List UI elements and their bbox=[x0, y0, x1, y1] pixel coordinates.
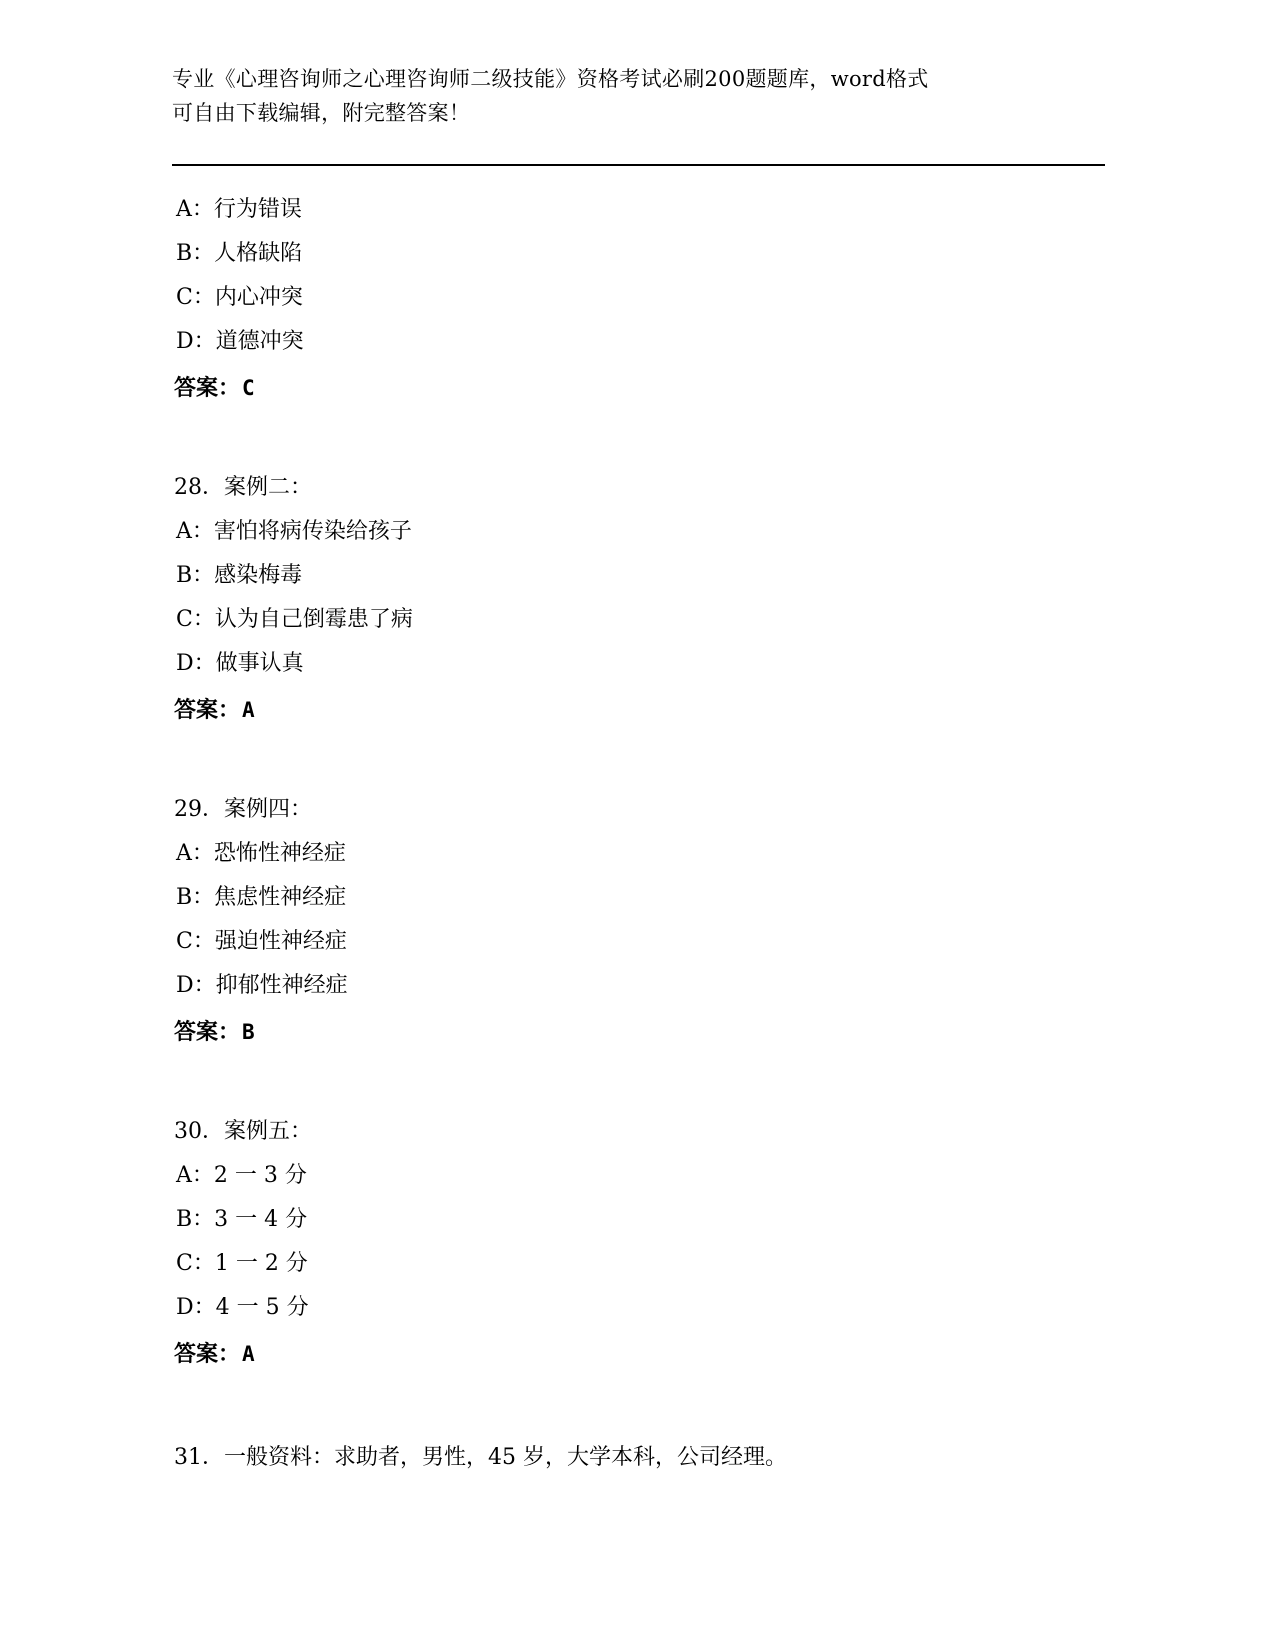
option-d: D：4 一 5 分 bbox=[176, 1295, 309, 1320]
answer-row bbox=[172, 1332, 1105, 1376]
option-c: C：内心冲突 bbox=[176, 285, 303, 310]
answer-value: C bbox=[242, 376, 255, 400]
question-stem: 29．案例四： bbox=[174, 797, 312, 822]
option-b: B：人格缺陷 bbox=[176, 241, 303, 266]
answer-value: A bbox=[242, 1342, 255, 1366]
option-a: A：行为错误 bbox=[176, 197, 302, 222]
header-text-part2: 题题库， bbox=[745, 67, 831, 91]
option-d: D：做事认真 bbox=[176, 651, 304, 676]
header-subline: 可自由下载编辑，附完整答案！ bbox=[172, 101, 471, 125]
questions-container bbox=[172, 188, 1105, 1480]
question-stem: 28．案例二： bbox=[174, 475, 312, 500]
answer-label: 答案： bbox=[174, 375, 241, 401]
option-c: C：认为自己倒霉患了病 bbox=[176, 607, 413, 632]
option-a: A：恐怖性神经症 bbox=[176, 841, 346, 866]
question-stem: 30．案例五： bbox=[174, 1119, 312, 1144]
header-text-part3: 格式 bbox=[886, 67, 929, 91]
question-stem: 31．一般资料：求助者，男性，45 岁，大学本科，公司经理。 bbox=[174, 1445, 787, 1470]
option-c: C：强迫性神经症 bbox=[176, 929, 347, 954]
header-format-word: word bbox=[830, 67, 886, 91]
answer-row bbox=[172, 366, 1105, 410]
answer-row bbox=[172, 1010, 1105, 1054]
page-header bbox=[172, 62, 1105, 130]
question-block bbox=[172, 1110, 1105, 1376]
answer-value: A bbox=[242, 698, 255, 722]
header-question-count: 200 bbox=[704, 67, 746, 91]
option-d: D：抑郁性神经症 bbox=[176, 973, 348, 998]
option-b: B：感染梅毒 bbox=[176, 563, 303, 588]
answer-label: 答案： bbox=[174, 1019, 241, 1045]
option-b: B：3 一 4 分 bbox=[176, 1207, 308, 1232]
option-a: A：2 一 3 分 bbox=[176, 1163, 307, 1188]
header-text-part1: 专业《心理咨询师之心理咨询师二级技能》资格考试必刷 bbox=[172, 67, 705, 91]
answer-label: 答案： bbox=[174, 1341, 241, 1367]
header-divider bbox=[172, 164, 1105, 166]
answer-row bbox=[172, 688, 1105, 732]
question-block bbox=[172, 188, 1105, 410]
question-block bbox=[172, 466, 1105, 732]
question-block bbox=[172, 1436, 1105, 1480]
answer-label: 答案： bbox=[174, 697, 241, 723]
question-block bbox=[172, 788, 1105, 1054]
answer-value: B bbox=[242, 1020, 255, 1044]
option-c: C：1 一 2 分 bbox=[176, 1251, 308, 1276]
option-b: B：焦虑性神经症 bbox=[176, 885, 347, 910]
option-d: D：道德冲突 bbox=[176, 329, 304, 354]
option-a: A：害怕将病传染给孩子 bbox=[176, 519, 412, 544]
